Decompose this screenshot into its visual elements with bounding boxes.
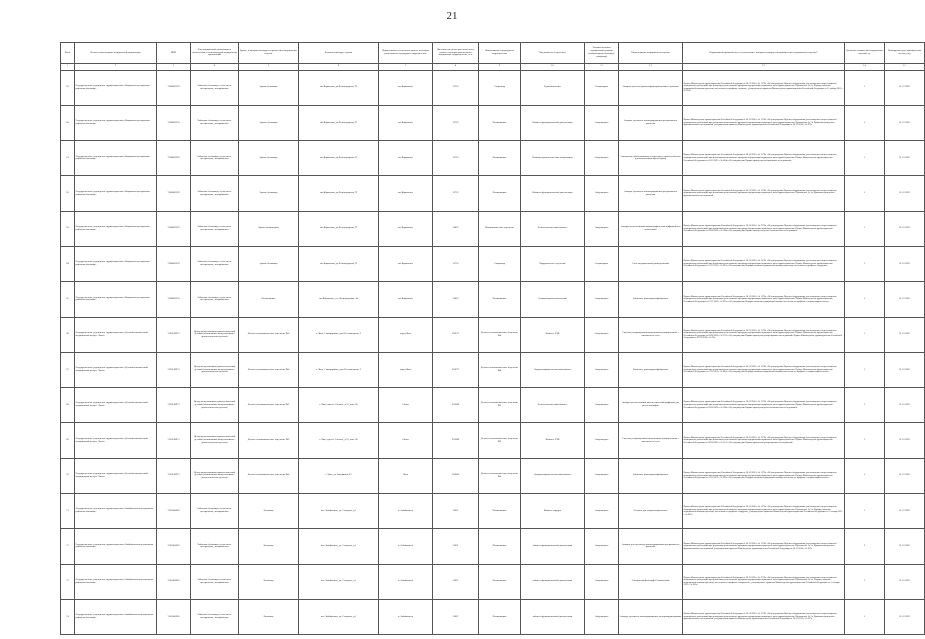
address-cell: пгт.Карымское, ул. Ленинградская, 44	[299, 282, 379, 317]
date-cell: 31.12.2023	[885, 282, 925, 317]
building-cell: Больница	[239, 599, 299, 634]
row-number-cell: 69	[61, 423, 75, 458]
date-cell: 31.12.2023	[885, 176, 925, 211]
building-cell: Здание больницы	[239, 176, 299, 211]
cabinet-cell: кабинет функциональной диагностики	[521, 529, 585, 564]
locality-cell: п. Забайкальск	[379, 493, 433, 528]
column-header: Наименование медицинского изделия	[619, 43, 683, 64]
inn-cell: 7505000696	[157, 493, 191, 528]
table-row	[61, 599, 925, 634]
device-cell: Аппарат рентгеновский маммографический цифровой или аналоговый	[619, 211, 683, 246]
population-cell: 12732	[433, 141, 479, 176]
population-cell: 13021	[433, 599, 479, 634]
organization-cell: Государственное учреждение здравоохранения «Карымская центральная районная больница»	[75, 246, 157, 281]
device-cell: Аппарат суточного мониторирования электрокардиограммы	[619, 599, 683, 634]
table-row	[61, 176, 925, 211]
table-row	[61, 211, 925, 246]
column-number: 4	[191, 63, 239, 70]
row-number-cell: 60	[61, 105, 75, 140]
org-type-cell: Районные больницы, в том числе центральные, межрайонные	[191, 70, 239, 105]
column-number: 2	[75, 63, 157, 70]
quantity-cell: 1	[845, 211, 885, 246]
table-row	[61, 70, 925, 105]
org-type-cell: Районные больницы, в том числе центральные, межрайонные	[191, 529, 239, 564]
quantity-cell: 1	[845, 282, 885, 317]
table-row	[61, 388, 925, 423]
org-type-cell: Районные больницы, в том числе центральные, межрайонные	[191, 599, 239, 634]
table-row	[61, 529, 925, 564]
locality-cell: город Чита	[379, 352, 433, 387]
cabinet-cell: Кабинет УЗИ	[521, 317, 585, 352]
org-type-cell: Районные больницы, в том числе центральные, межрайонные	[191, 282, 239, 317]
building-cell: Больница	[239, 564, 299, 599]
row-number-cell: 64	[61, 246, 75, 281]
inn-cell: 7508002339	[157, 246, 191, 281]
quantity-cell: 1	[845, 141, 885, 176]
org-type-cell: Центр консультативно-диагностический детский (поликлиника консультативно-диагностическая детская)	[191, 388, 239, 423]
date-cell: 31.12.2023	[885, 105, 925, 140]
column-number: 12	[619, 63, 683, 70]
organization-cell: Государственное учреждение здравоохранения «Карымская центральная районная больница»	[75, 282, 157, 317]
cabinet-cell: Оториноларингологический кабинет	[521, 458, 585, 493]
column-number: 5	[239, 63, 299, 70]
building-cell: Детское поликлиническое отделение №2	[239, 423, 299, 458]
address-cell: пгт.Карымское,ул.Ленинградская,79	[299, 105, 379, 140]
organization-cell: Государственное учреждение здравоохранения «Забайкальская центральная районная больница»	[75, 493, 157, 528]
quantity-cell: 1	[845, 388, 885, 423]
population-cell: 12823	[433, 282, 479, 317]
row-number-cell: 65	[61, 282, 75, 317]
address-cell: пгт. Забайкальск, ул. Северная, д.1	[299, 493, 379, 528]
legal-basis-cell: Приказ Министерства здравоохранения Российской Федерации от 28.12.2020 г. № 1379н «Об утверждении Перечня оборудования для оснащения и переоснащения медицинских организаций при реализации региональных программ модернизации первичного звена здравоохранения» Приказ Министерства здравоохранения Российской Федерации от 12.11.2012 г. № 905н «Об утверждении Порядка оказания медицинской помощи населению по профилю «оториноларингология»»	[683, 458, 845, 493]
care-conditions-cell: Амбулаторно	[585, 388, 619, 423]
building-cell: Больница	[239, 493, 299, 528]
device-cell: Аппарат для исследования функций внешнего дыхания	[619, 70, 683, 105]
building-cell: Здание лаборатории	[239, 211, 299, 246]
row-number-cell: 59	[61, 70, 75, 105]
care-conditions-cell: Амбулаторно	[585, 352, 619, 387]
locality-cell: пгт.Карымское	[379, 282, 433, 317]
building-cell: Больница	[239, 529, 299, 564]
row-number-cell: 70	[61, 458, 75, 493]
row-number-cell: 73	[61, 564, 75, 599]
org-type-cell: Центр консультативно-диагностический детский (поликлиника консультативно-диагностическая детская)	[191, 352, 239, 387]
building-cell: Здание больницы	[239, 70, 299, 105]
row-number-cell: 62	[61, 176, 75, 211]
population-cell: 12732	[433, 70, 479, 105]
row-number-cell: 63	[61, 211, 75, 246]
date-cell: 31.12.2023	[885, 246, 925, 281]
population-cell: 13021	[433, 529, 479, 564]
table-body	[61, 70, 925, 635]
device-cell: Стол операционный универсальный	[619, 246, 683, 281]
cabinet-cell: Оториноларингологический	[521, 282, 585, 317]
column-number: 11	[585, 63, 619, 70]
column-number: 8	[433, 63, 479, 70]
cabinet-cell: кабинет функциональной диагностики	[521, 599, 585, 634]
inn-cell: 7508002339	[157, 211, 191, 246]
address-cell: пгт. Забайкальск, ул. Северная, д.1	[299, 599, 379, 634]
quantity-cell: 2	[845, 529, 885, 564]
population-cell: 12732	[433, 105, 479, 140]
building-cell: Детское поликлиническое отделение №4	[239, 458, 299, 493]
organization-cell: Государственное учреждение здравоохранения «Забайкальская центральная районная больница»	[75, 529, 157, 564]
care-conditions-cell: Амбулаторно	[585, 176, 619, 211]
legal-basis-cell: Приказ Министерства здравоохранения Российской Федерации от 28.12.2020 г. № 1379н «Об утверждении Перечня оборудования для оснащения и переоснащения медицинских организаций при реализации региональных программ модернизации первичного звена здравоохранения» Приказ Министерства здравоохранения Российской Федерации от 09.06.2020 г. № 560н «Об утверждении Правил проведения рентгенологических исследований»	[683, 211, 845, 246]
org-type-cell: Районные больницы, в том числе центральные, межрайонные	[191, 564, 239, 599]
care-conditions-cell: Амбулаторно	[585, 564, 619, 599]
row-number-cell: 74	[61, 599, 75, 634]
population-cell: 13021	[433, 564, 479, 599]
address-cell: пгт.Карымское,ул.Ленинградская,79	[299, 70, 379, 105]
unit-cell: Поликлиника	[479, 599, 521, 634]
column-header: ИНН	[157, 43, 191, 64]
quantity-cell: 1	[845, 70, 885, 105]
column-number: 13	[683, 63, 845, 70]
inn-cell: 7536149973	[157, 423, 191, 458]
cabinet-cell: кабинет функциональной диагностики	[521, 564, 585, 599]
care-conditions-cell: Амбулаторно	[585, 317, 619, 352]
cabinet-cell: Рентгенологический кабинет	[521, 388, 585, 423]
column-header: Наименование структурного подразделения	[479, 43, 521, 64]
org-type-cell: Районные больницы, в том числе центральные, межрайонные	[191, 246, 239, 281]
unit-cell: Детское поликлиническое отделение №4	[479, 352, 521, 387]
organization-cell: Государственное учреждение здравоохранения «Забайкальская центральная районная больница»	[75, 599, 157, 634]
device-cell: Автоматический анализатор осадка мочи, приспособления для взятия капиллярной крови	[619, 141, 683, 176]
cabinet-cell: Клинико-диагностическая лаборатория	[521, 141, 585, 176]
locality-cell: пгт.Карымское	[379, 176, 433, 211]
address-cell: пгт.Карымское,ул.Ленинградская,79	[299, 211, 379, 246]
unit-cell: Поликлиника	[479, 105, 521, 140]
date-cell: 31.12.2023	[885, 70, 925, 105]
organization-cell: Государственное учреждение здравоохранения «Детский клинический медицинский центр г. Читы»	[75, 423, 157, 458]
column-header: Планируемая дата приобретения (месяц, год)	[885, 43, 925, 64]
column-header: Вид кабинета (отделения)	[521, 43, 585, 64]
column-header: Тип медицинской организации в соответствии с номенклатурой медицинских организаций	[191, 43, 239, 64]
care-conditions-cell: Амбулаторно	[585, 493, 619, 528]
address-cell: пгт.Карымское,ул.Ленинградская,79	[299, 141, 379, 176]
organization-cell: Государственное учреждение здравоохранения «Карымская центральная районная больница»	[75, 211, 157, 246]
table-row	[61, 493, 925, 528]
date-cell: 31.12.2023	[885, 211, 925, 246]
table-row	[61, 458, 925, 493]
device-cell: Система ультразвуковой визуализации универсальная с питанием от сети	[619, 317, 683, 352]
population-cell: 334266	[433, 458, 479, 493]
org-type-cell: Районные больницы, в том числе центральные, межрайонные	[191, 493, 239, 528]
unit-cell: Стационар	[479, 246, 521, 281]
cabinet-cell: Кабинет функциональной диагностики	[521, 105, 585, 140]
building-cell: Детское поликлиническое отделение №4	[239, 352, 299, 387]
inn-cell: 7508002339	[157, 282, 191, 317]
inn-cell: 7508002339	[157, 70, 191, 105]
locality-cell: г.Чита	[379, 423, 433, 458]
date-cell: 31.12.2023	[885, 564, 925, 599]
inn-cell: 7505000696	[157, 564, 191, 599]
date-cell: 31.12.2023	[885, 493, 925, 528]
column-number: 9	[479, 63, 521, 70]
address-cell: г. Чита, 3 микрорайон, дом 18, помещение 2	[299, 317, 379, 352]
quantity-cell: 1	[845, 176, 885, 211]
address-cell: пгт. Забайкальск, ул. Северная, д.1	[299, 564, 379, 599]
locality-cell: город Чита	[379, 317, 433, 352]
locality-cell: г.Чита	[379, 388, 433, 423]
column-number: 14	[845, 63, 885, 70]
page-number: 21	[446, 10, 458, 22]
column-number: 15	[885, 63, 925, 70]
care-conditions-cell: Амбулаторно	[585, 529, 619, 564]
cabinet-cell: Кабинет УЗИ	[521, 423, 585, 458]
care-conditions-cell: Амбулаторно	[585, 599, 619, 634]
legal-basis-cell: Приказ Министерства здравоохранения Российской Федерации от 28.12.2020 г. № 1379н «Об утверждении Перечня оборудования для оснащения и переоснащения медицинских организаций при реализации региональных программ модернизации первичного звена здравоохранения» Приказ Министерства здравоохранения Российской Федерации от 08.06.2020 г. № 557н «Об утверждении Правил проведения ультразвуковых исследований»	[683, 423, 845, 458]
column-number: 3	[157, 63, 191, 70]
legal-basis-cell: Приказ Министерства здравоохранения Российской Федерации от 28.12.2020 г. № 1379н «Об утверждении Перечня оборудования для оснащения и переоснащения медицинских организаций при реализации региональных программ модернизации первичного звена здравоохранения» Приложение № 3 к Порядку оказания медицинской помощи взрослому населению по профилю «хирургия», утвержденного приказом Министерства здравоохранения Российской Федерации от 15 ноября 2012 г. № 922н	[683, 493, 845, 528]
address-cell: пгт. Забайкальск, ул. Северная, д.1	[299, 529, 379, 564]
table-row	[61, 105, 925, 140]
unit-cell: Поликлиническое отделение	[479, 211, 521, 246]
organization-cell: Государственное учреждение здравоохранения «Детский клинический медицинский центр г. Читы»	[75, 352, 157, 387]
locality-cell: пгт.Карымское	[379, 246, 433, 281]
cabinet-cell: Оториноларингологический кабинет	[521, 352, 585, 387]
legal-basis-cell: Приказ Министерства здравоохранения Российской Федерации от 28.12.2020 г. № 1379н «Об утверждении Перечня оборудования для оснащения и переоснащения медицинских организаций при реализации региональных программ модернизации первичного звена здравоохранения» Приложение № 3 к Правилам проведения функциональных исследований	[683, 176, 845, 211]
unit-cell: Детское поликлиническое отделение №2	[479, 388, 521, 423]
care-conditions-cell: Амбулаторно	[585, 282, 619, 317]
cabinet-cell: Рентгенологический кабинет	[521, 211, 585, 246]
care-conditions-cell: Стационарно	[585, 70, 619, 105]
cabinet-cell: Терапевтическое	[521, 70, 585, 105]
inn-cell: 7536149973	[157, 317, 191, 352]
column-header: Полное наименование медицинской организации	[75, 43, 157, 64]
legal-basis-cell: Приказ Министерства здравоохранения Российской Федерации от 28.12.2020 г. № 1379н «Об утверждении Перечня оборудования для оснащения и переоснащения медицинских организаций при реализации региональных программ модернизации первичного звена здравоохранения» Приказ Министерства здравоохранения Российской Федерации от 15.11.2012 г. № 922н «Об утверждении Порядка оказания медицинской помощи взрослому населению по профилю «хирургия»»	[683, 246, 845, 281]
locality-cell: п. Забайкальск	[379, 599, 433, 634]
care-conditions-cell: Амбулаторно	[585, 458, 619, 493]
quantity-cell: 1	[845, 317, 885, 352]
unit-cell: Стационар	[479, 70, 521, 105]
building-cell: Здание больницы	[239, 105, 299, 140]
column-header: №п/п	[61, 43, 75, 64]
table-row	[61, 423, 925, 458]
row-number-cell: 67	[61, 352, 75, 387]
date-cell: 31.12.2023	[885, 388, 925, 423]
building-cell: Здание больницы	[239, 246, 299, 281]
legal-basis-cell: Приказ Министерства здравоохранения Российской Федерации от 28.12.2020 г. № 1379н «Об утверждении Перечня оборудования для оснащения и переоснащения медицинских организаций при реализации региональных программ модернизации первичного звена здравоохранения» Приложение № 9 к Порядку оказания медицинской помощи взрослому населению по профилю «терапия», утвержденного приказом Министерства здравоохранения Российской Федерации от 15 ноября 2012 г. № 923н	[683, 70, 845, 105]
column-header: Нормативный правовой акт, в соответствии с которым планируется приобретение медицинского изделия*	[683, 43, 845, 64]
org-type-cell: Центр консультативно-диагностический детский (поликлиника консультативно-диагностическая детская)	[191, 458, 239, 493]
date-cell: 31.12.2023	[885, 529, 925, 564]
care-conditions-cell: Амбулаторно	[585, 423, 619, 458]
unit-cell: Поликлиника	[479, 564, 521, 599]
address-cell: г. Чита, пр.пгт. Степное, д.13, пом. 66	[299, 423, 379, 458]
row-number-cell: 61	[61, 141, 75, 176]
date-cell: 31.12.2023	[885, 458, 925, 493]
inn-cell: 7508002339	[157, 176, 191, 211]
table-row	[61, 246, 925, 281]
table-row	[61, 317, 925, 352]
inn-cell: 7505000696	[157, 529, 191, 564]
org-type-cell: Районные больницы, в том числе центральные, межрайонные	[191, 141, 239, 176]
locality-cell: пгт.Карымское	[379, 141, 433, 176]
population-cell: 13021	[433, 493, 479, 528]
population-cell: 332889	[433, 388, 479, 423]
organization-cell: Государственное учреждение здравоохранения «Карымская центральная районная больница»	[75, 70, 157, 105]
cabinet-cell: Хирургическое отделение	[521, 246, 585, 281]
quantity-cell: 1	[845, 458, 885, 493]
legal-basis-cell: Приказ Министерства здравоохранения Российской Федерации от 28.12.2020 г. № 1379н «Об утверждении Перечня оборудования для оснащения и переоснащения медицинских организаций при реализации региональных программ модернизации первичного звена здравоохранения» Приложение № 4 к Порядку оказания медицинской помощи взрослому населению по профилю «неврология», утвержденного приказом Министерства здравоохранения Российской Федерации от 15 ноября 2012 г. № 926н	[683, 564, 845, 599]
care-conditions-cell: Амбулаторно	[585, 141, 619, 176]
population-cell: 334577	[433, 317, 479, 352]
inn-cell: 7536149973	[157, 388, 191, 423]
address-cell: пгт.Карымское,ул.Ленинградская,79	[299, 176, 379, 211]
column-number: 1	[61, 63, 75, 70]
inn-cell: 7508002339	[157, 141, 191, 176]
unit-cell: Поликлиника	[479, 176, 521, 211]
column-number: 6	[299, 63, 379, 70]
population-cell: 332889	[433, 423, 479, 458]
legal-basis-cell: Приказ Министерства здравоохранения Российской Федерации от 28.12.2020 г. № 1379н «Об утверждении Перечня оборудования для оснащения и переоснащения медицинских организаций при реализации региональных программ модернизации первичного звена здравоохранения» Приказ Министерства здравоохранения Российской Федерации от 08.06.2020 г. № 557н «Об утверждении Правил проведения ультразвуковых исследований» Приказ Министерства здравоохранения Российской Федерации от 07.03.2018 г. № 92н	[683, 317, 845, 352]
device-cell: Риноскоп, риноларингофиброскоп	[619, 458, 683, 493]
inn-cell: 7536149973	[157, 458, 191, 493]
unit-cell: Поликлиника	[479, 529, 521, 564]
date-cell: 31.12.2023	[885, 317, 925, 352]
table-row	[61, 141, 925, 176]
org-type-cell: Центр консультативно-диагностический детский (поликлиника консультативно-диагностическая детская)	[191, 317, 239, 352]
organization-cell: Государственное учреждение здравоохранения «Детский клинический медицинский центр г. Читы»	[75, 317, 157, 352]
date-cell: 31.12.2023	[885, 141, 925, 176]
address-cell: г. Чита, ул. Бабушкина,23	[299, 458, 379, 493]
unit-cell: Детское поликлиническое отделение №4	[479, 458, 521, 493]
column-header: Фактический адрес здания	[299, 43, 379, 64]
quantity-cell: 1	[845, 564, 885, 599]
cabinet-cell: Кабинет хирурга	[521, 493, 585, 528]
legal-basis-cell: Приказ Министерства здравоохранения Российской Федерации от 28.12.2020 г. № 1379н «Об утверждении Перечня оборудования для оснащения и переоснащения медицинских организаций при реализации региональных программ модернизации первичного звена здравоохранения» Приказ Министерства здравоохранения Российской Федерации от 12.11.2012 г. № 905н «Об утверждении Порядка оказания медицинской помощи населению по профилю «оториноларингология»»	[683, 282, 845, 317]
row-number-cell: 71	[61, 493, 75, 528]
date-cell: 31.12.2023	[885, 423, 925, 458]
org-type-cell: Центр консультативно-диагностический детский (поликлиника консультативно-диагностическая детская)	[191, 423, 239, 458]
locality-cell: п. Забайкальск	[379, 529, 433, 564]
population-cell: 12823	[433, 211, 479, 246]
row-number-cell: 66	[61, 317, 75, 352]
legal-basis-cell: Приказ Министерства здравоохранения Российской Федерации от 28.12.2020 г. № 1379н «Об утверждении Перечня оборудования для оснащения и переоснащения медицинских организаций при реализации региональных программ модернизации первичного звена здравоохранения» Приложение № 3 к Правилам проведения функциональных исследований, утвержденным приказом Министерства здравоохранения Российской Федерации от 26.12.2016 г. № 997н	[683, 105, 845, 140]
device-cell: Аппарат суточного мониторирования артериального давления	[619, 105, 683, 140]
organization-cell: Государственное учреждение здравоохранения «Детский клинический медицинский центр г. Читы»	[75, 388, 157, 423]
organization-cell: Государственное учреждение здравоохранения «Карымская центральная районная больница»	[75, 176, 157, 211]
care-conditions-cell: Амбулаторно	[585, 105, 619, 140]
date-cell: 31.12.2023	[885, 599, 925, 634]
legal-basis-cell: Приказ Министерства здравоохранения Российской Федерации от 28.12.2020 г. № 1379н «Об утверждении Перечня оборудования для оснащения и переоснащения медицинских организаций при реализации региональных программ модернизации первичного звена здравоохранения» Приложение № 3 к Правилам проведения функциональных исследований, утвержденным приказом Министерства здравоохранения Российской Федерации от 26.12.2016 г. № 997н	[683, 529, 845, 564]
column-number: 7	[379, 63, 433, 70]
device-cell: Риноскоп, риноларингофиброскоп	[619, 352, 683, 387]
org-type-cell: Районные больницы, в том числе центральные, межрайонные	[191, 211, 239, 246]
unit-cell: Детское поликлиническое отделение №2	[479, 423, 521, 458]
population-cell: 334577	[433, 352, 479, 387]
device-cell: Аппарат для суточного мониторирования артериального давления	[619, 529, 683, 564]
date-cell: 31.12.2023	[885, 352, 925, 387]
unit-cell: Поликлиника	[479, 282, 521, 317]
column-header: Численность населения населенного пункта, в котором расположено медицинское подразделение, чел.	[433, 43, 479, 64]
unit-cell: Поликлиника	[479, 141, 521, 176]
device-cell: Электроэнцефалограф 12-канальный	[619, 564, 683, 599]
building-cell: Поликлиника	[239, 282, 299, 317]
locality-cell: пгт.Карымское	[379, 70, 433, 105]
device-cell: Аппарат рентгеновский диагностический цифровой для рентгенографии	[619, 388, 683, 423]
equipment-table	[60, 42, 925, 635]
address-cell: г. Чита, пр.пгт. Степное, д.13, пом. 66	[299, 388, 379, 423]
header-row	[61, 43, 925, 64]
device-cell: Отоскоп для оториноларинголога	[619, 493, 683, 528]
address-cell: пгт.Карымское,ул.Ленинградская,79	[299, 246, 379, 281]
column-header: Здание, в котором планируется разместить медицинское изделие	[239, 43, 299, 64]
org-type-cell: Районные больницы, в том числе центральные, межрайонные	[191, 105, 239, 140]
quantity-cell: 1	[845, 246, 885, 281]
address-cell: г. Чита, 3 микрорайон, дом 18, помещение 2	[299, 352, 379, 387]
legal-basis-cell: Приказ Министерства здравоохранения Российской Федерации от 28.12.2020 г. № 1379н «Об утверждении Перечня оборудования для оснащения и переоснащения медицинских организаций при реализации региональных программ модернизации первичного звена здравоохранения» Приказ Министерства здравоохранения Российской Федерации от 09.06.2020 г. № 560н «Об утверждении Правил проведения рентгенологических исследований»	[683, 388, 845, 423]
building-cell: Детское поликлиническое отделение №2	[239, 388, 299, 423]
legal-basis-cell: Приказ Министерства здравоохранения Российской Федерации от 28.12.2020 г. № 1379н «Об утверждении Перечня оборудования для оснащения и переоснащения медицинских организаций при реализации региональных программ модернизации первичного звена здравоохранения» Приказ Министерства здравоохранения Российской Федерации от 12.11.2012 г. № 905н «Об утверждении Порядка оказания медицинской помощи населению по профилю «оториноларингология»»	[683, 352, 845, 387]
inn-cell: 7505000696	[157, 599, 191, 634]
row-number-cell: 72	[61, 529, 75, 564]
cabinet-cell: Кабинет функциональной диагностики	[521, 176, 585, 211]
inn-cell: 7536149973	[157, 352, 191, 387]
locality-cell: пгт.Карымское	[379, 105, 433, 140]
quantity-cell: 1	[845, 599, 885, 634]
org-type-cell: Районные больницы, в том числе центральные, межрайонные	[191, 176, 239, 211]
device-cell: Система ультразвуковой визуализации универсальная с питанием от сети	[619, 423, 683, 458]
column-header: Условия оказания медицинской помощи (амбулаторно/в больнице/стационар)	[585, 43, 619, 64]
population-cell: 12732	[433, 176, 479, 211]
quantity-cell: 1	[845, 493, 885, 528]
column-number-row	[61, 63, 925, 70]
organization-cell: Государственное учреждение здравоохранения «Карымская центральная районная больница»	[75, 141, 157, 176]
locality-cell: Чита	[379, 458, 433, 493]
organization-cell: Государственное учреждение здравоохранения «Забайкальская центральная районная больница»	[75, 564, 157, 599]
locality-cell: п. Забайкальск	[379, 564, 433, 599]
table-row	[61, 282, 925, 317]
device-cell: Риноскоп, риноларингофиброскоп	[619, 282, 683, 317]
care-conditions-cell: Амбулаторно	[585, 211, 619, 246]
population-cell: 12732	[433, 246, 479, 281]
unit-cell: Детское поликлиническое отделение №4	[479, 317, 521, 352]
row-number-cell: 68	[61, 388, 75, 423]
column-header: Наименование населенного пункта, в котором расположено структурное подразделение	[379, 43, 433, 64]
organization-cell: Государственное учреждение здравоохранения «Детский клинический медицинский центр г. Читы»	[75, 458, 157, 493]
table-row	[61, 352, 925, 387]
legal-basis-cell: Приказ Министерства здравоохранения Российской Федерации от 28.12.2020 г. № 1379н «Об утверждении Перечня оборудования для оснащения и переоснащения медицинских организаций при реализации региональных программ модернизации первичного звена здравоохранения» Приказ Министерства здравоохранения Российской Федерации от 18.05.2021 г. № 464н «Об утверждении Правил проведения лабораторных исследований»	[683, 141, 845, 176]
device-cell: Аппарат суточного мониторирования артериального давления	[619, 176, 683, 211]
inn-cell: 7508002339	[157, 105, 191, 140]
quantity-cell: 1	[845, 352, 885, 387]
care-conditions-cell: Стационарно	[585, 246, 619, 281]
legal-basis-cell: Приказ Министерства здравоохранения Российской Федерации от 28.12.2020 г. № 1379н «Об утверждении Перечня оборудования для оснащения и переоснащения медицинских организаций при реализации региональных программ модернизации первичного звена здравоохранения» Приложение № 3 к Правилам проведения функциональных исследований, утвержденным приказом Министерства здравоохранения Российской Федерации от 26.12.2016 г. № 997н	[683, 599, 845, 634]
column-number: 10	[521, 63, 585, 70]
column-header: Требуемое количество медицинских изделий, ед.	[845, 43, 885, 64]
quantity-cell: 1	[845, 105, 885, 140]
locality-cell: пгт.Карымское	[379, 211, 433, 246]
building-cell: Детское поликлиническое отделение №4	[239, 317, 299, 352]
table-row	[61, 564, 925, 599]
organization-cell: Государственное учреждение здравоохранения «Карымская центральная районная больница»	[75, 105, 157, 140]
quantity-cell: 1	[845, 423, 885, 458]
unit-cell: Поликлиника	[479, 493, 521, 528]
building-cell: Здание больницы	[239, 141, 299, 176]
